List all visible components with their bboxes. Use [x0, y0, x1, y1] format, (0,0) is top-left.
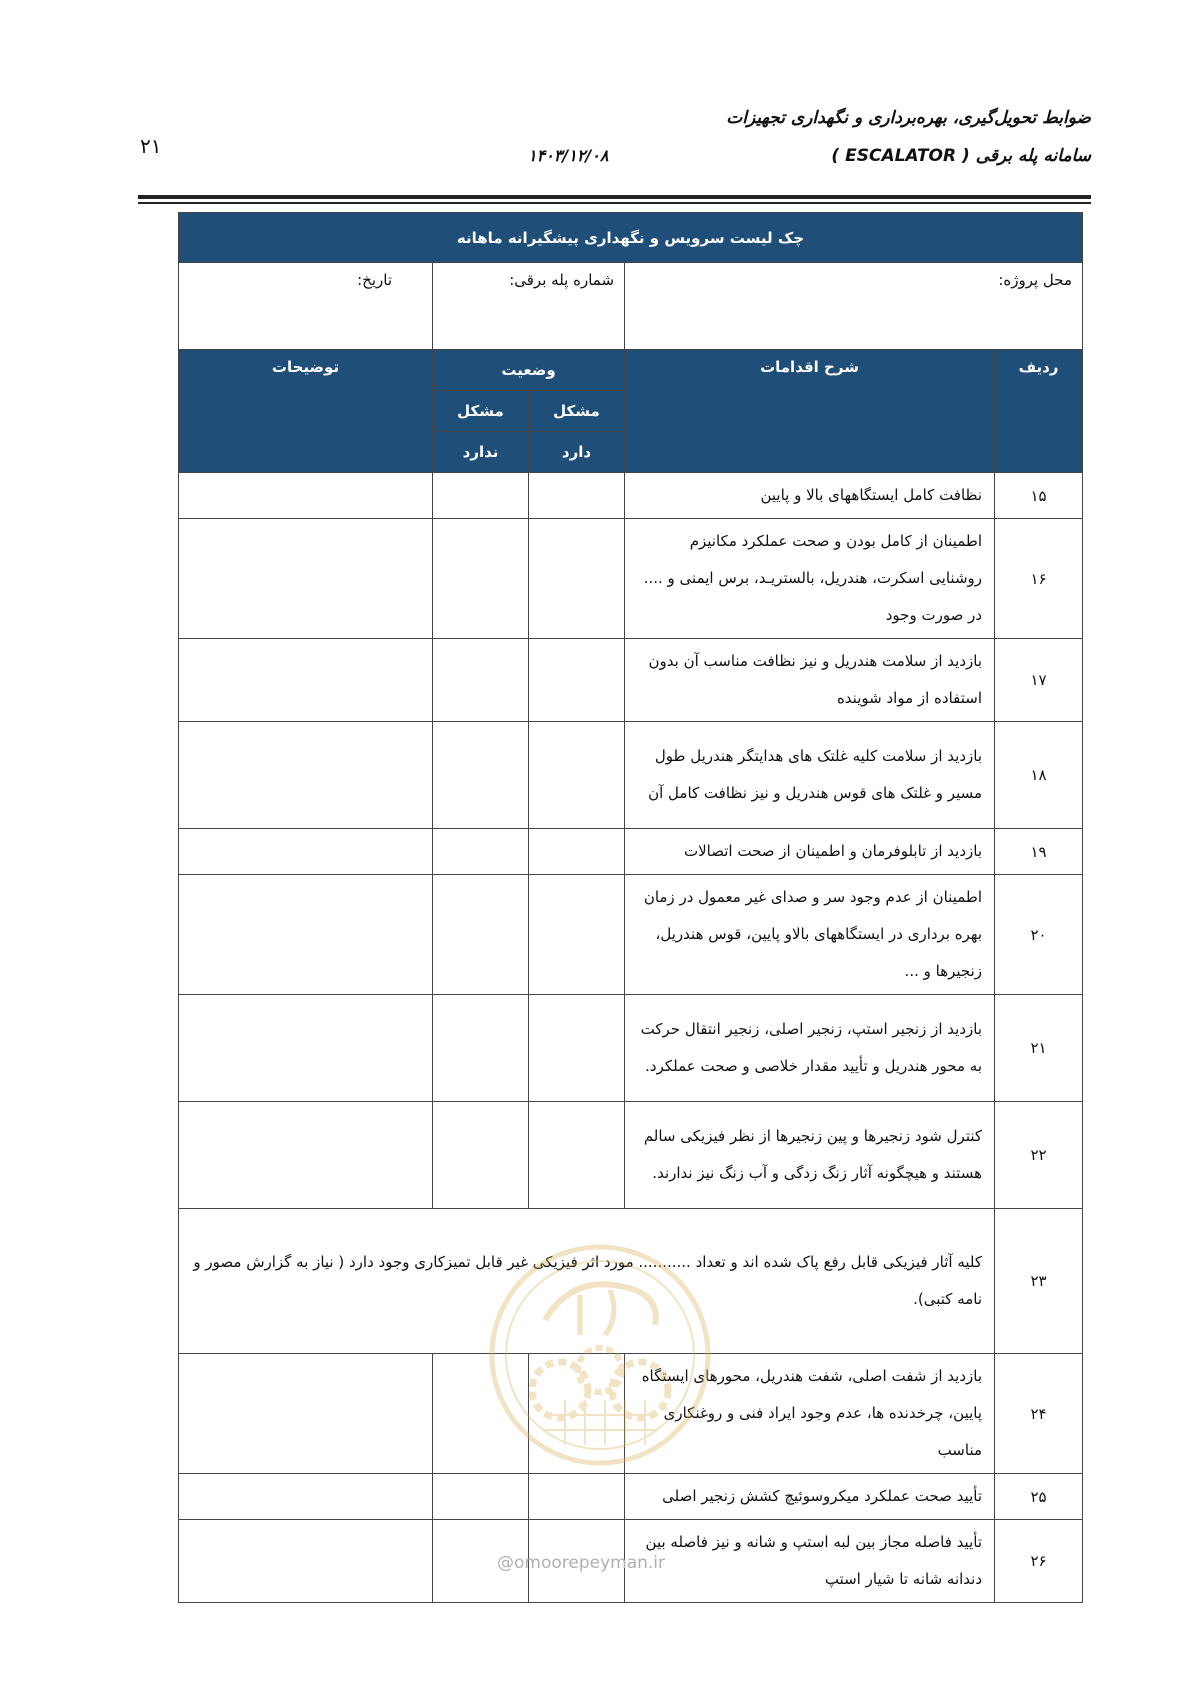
row-description: بازدید از شفت اصلی، شفت هندریل، محورهای ایستگاه پایین، چرخدنده ها، عدم وجود ایراد فنی و روغنکاری مناسب	[625, 1354, 995, 1474]
row-description: اطمینان از کامل بودن و صحت عملکرد مکانیزم روشنایی اسکرت، هندریل، بالستریـد، برس ایمنی و .... در صورت وجود	[625, 519, 995, 639]
row-description: نظافت کامل ایستگاههای بالا و پایین	[625, 473, 995, 519]
row-number: ۲۲	[995, 1102, 1083, 1209]
row-description: تأیید صحت عملکرد میکروسوئیچ کشش زنجیر اصلی	[625, 1474, 995, 1520]
no-problem-cell[interactable]	[433, 1474, 529, 1520]
header-rule-thick	[138, 195, 1091, 199]
no-problem-cell[interactable]	[433, 1354, 529, 1474]
notes-cell[interactable]	[179, 473, 433, 519]
notes-cell[interactable]	[179, 519, 433, 639]
has-problem-cell[interactable]	[529, 473, 625, 519]
row-description: تأیید فاصله مجاز بین لبه استپ و شانه و نیز فاصله بین دندانه شانه تا شیار استپ	[625, 1520, 995, 1603]
row-number: ۲۰	[995, 875, 1083, 995]
no-problem-cell[interactable]	[433, 519, 529, 639]
row-description: بازدید از تابلوفرمان و اطمینان از صحت اتصالات	[625, 829, 995, 875]
date-field[interactable]	[179, 263, 433, 350]
row-number: ۲۱	[995, 995, 1083, 1102]
notes-cell[interactable]	[179, 1354, 433, 1474]
no-problem-cell[interactable]	[433, 829, 529, 875]
project-location-label: محل پروژه:	[998, 271, 1073, 289]
notes-cell[interactable]	[179, 995, 433, 1102]
table-row	[179, 722, 1083, 829]
no-problem-cell[interactable]	[433, 639, 529, 722]
row-number: ۲۵	[995, 1474, 1083, 1520]
notes-cell[interactable]	[179, 875, 433, 995]
document-title: ضوابط تحویل‌گیری، بهره‌برداری و نگهداری تجهیزات	[726, 108, 1091, 128]
row-number: ۲۴	[995, 1354, 1083, 1474]
has-problem-cell[interactable]	[529, 1474, 625, 1520]
notes-cell[interactable]	[179, 1102, 433, 1209]
col-header-notes: توضیحات	[179, 350, 433, 473]
escalator-number-label: شماره پله برقی:	[509, 271, 615, 289]
notes-cell[interactable]	[179, 1520, 433, 1603]
table-row	[179, 875, 1083, 995]
has-problem-cell[interactable]	[529, 519, 625, 639]
col-header-has-problem-1: مشکل	[529, 391, 625, 432]
has-problem-cell[interactable]	[529, 995, 625, 1102]
header-rule-thin	[138, 202, 1091, 204]
notes-cell[interactable]	[179, 639, 433, 722]
document-date: ۱۴۰۳/۱۲/۰۸	[528, 146, 609, 165]
watermark-url: @omoorepeyman.ir	[497, 1553, 666, 1573]
row-number: ۱۷	[995, 639, 1083, 722]
no-problem-cell[interactable]	[433, 1102, 529, 1209]
no-problem-cell[interactable]	[433, 473, 529, 519]
has-problem-cell[interactable]	[529, 639, 625, 722]
notes-cell[interactable]	[179, 829, 433, 875]
row-description: کنترل شود زنجیرها و پین زنجیرها از نظر فیزیکی سالم هستند و هیچگونه آثار زنگ زدگی و آب زنگ نیز ندارند.	[625, 1102, 995, 1209]
page-number: ۲۱	[140, 134, 162, 158]
notes-cell[interactable]	[179, 1474, 433, 1520]
has-problem-cell[interactable]	[529, 829, 625, 875]
no-problem-cell[interactable]	[433, 722, 529, 829]
table-row	[179, 1354, 1083, 1474]
checklist-table	[178, 212, 1083, 1603]
row-number: ۲۶	[995, 1520, 1083, 1603]
table-row	[179, 1209, 1083, 1354]
row-number: ۱۵	[995, 473, 1083, 519]
table-row	[179, 1474, 1083, 1520]
has-problem-cell[interactable]	[529, 875, 625, 995]
row-description: بازدید از زنجیر استپ، زنجیر اصلی، زنجیر انتقال حرکت به محور هندریل و تأیید مقدار خلاصی و صحت عملکرد.	[625, 995, 995, 1102]
project-location-field[interactable]	[625, 263, 1083, 350]
row-number: ۲۳	[995, 1209, 1083, 1354]
col-header-actions: شرح اقدامات	[625, 350, 995, 473]
table-row	[179, 519, 1083, 639]
col-header-row: ردیف	[995, 350, 1083, 473]
row-number: ۱۸	[995, 722, 1083, 829]
col-header-status: وضعیت	[433, 350, 625, 391]
notes-cell[interactable]	[179, 722, 433, 829]
row-description: اطمینان از عدم وجود سر و صدای غیر معمول در زمان بهره برداری در ایستگاههای بالاو پایین، قوس هندریل، زنجیرها و ...	[625, 875, 995, 995]
row-description: بازدید از سلامت هندریل و نیز نظافت مناسب آن بدون استفاده از مواد شوینده	[625, 639, 995, 722]
table-row	[179, 1102, 1083, 1209]
checklist-title: چک لیست سرویس و نگهداری پیشگیرانه ماهانه	[179, 213, 1083, 263]
col-header-no-problem-2: ندارد	[433, 432, 529, 473]
col-header-has-problem-2: دارد	[529, 432, 625, 473]
escalator-number-field[interactable]	[433, 263, 625, 350]
table-row	[179, 639, 1083, 722]
row-description: بازدید از سلامت کلیه غلتک های هدایتگر هندریل طول مسیر و غلتک های قوس هندریل و نیز نظافت کامل آن	[625, 722, 995, 829]
has-problem-cell[interactable]	[529, 722, 625, 829]
no-problem-cell[interactable]	[433, 875, 529, 995]
table-row	[179, 829, 1083, 875]
col-header-no-problem-1: مشکل	[433, 391, 529, 432]
has-problem-cell[interactable]	[529, 1354, 625, 1474]
row-number: ۱۶	[995, 519, 1083, 639]
no-problem-cell[interactable]	[433, 995, 529, 1102]
table-row	[179, 473, 1083, 519]
table-row	[179, 995, 1083, 1102]
row-description: کلیه آثار فیزیکی قابل رفع پاک شده اند و تعداد ........... مورد اثر فیزیکی غیر قابل تمیزکاری وجود دارد ( نیاز به گزارش مصور و نامه کتبی).	[179, 1209, 995, 1354]
has-problem-cell[interactable]	[529, 1102, 625, 1209]
date-label: تاریخ:	[357, 271, 393, 289]
document-subtitle: سامانه پله برقی ( ESCALATOR )	[831, 146, 1091, 166]
row-number: ۱۹	[995, 829, 1083, 875]
